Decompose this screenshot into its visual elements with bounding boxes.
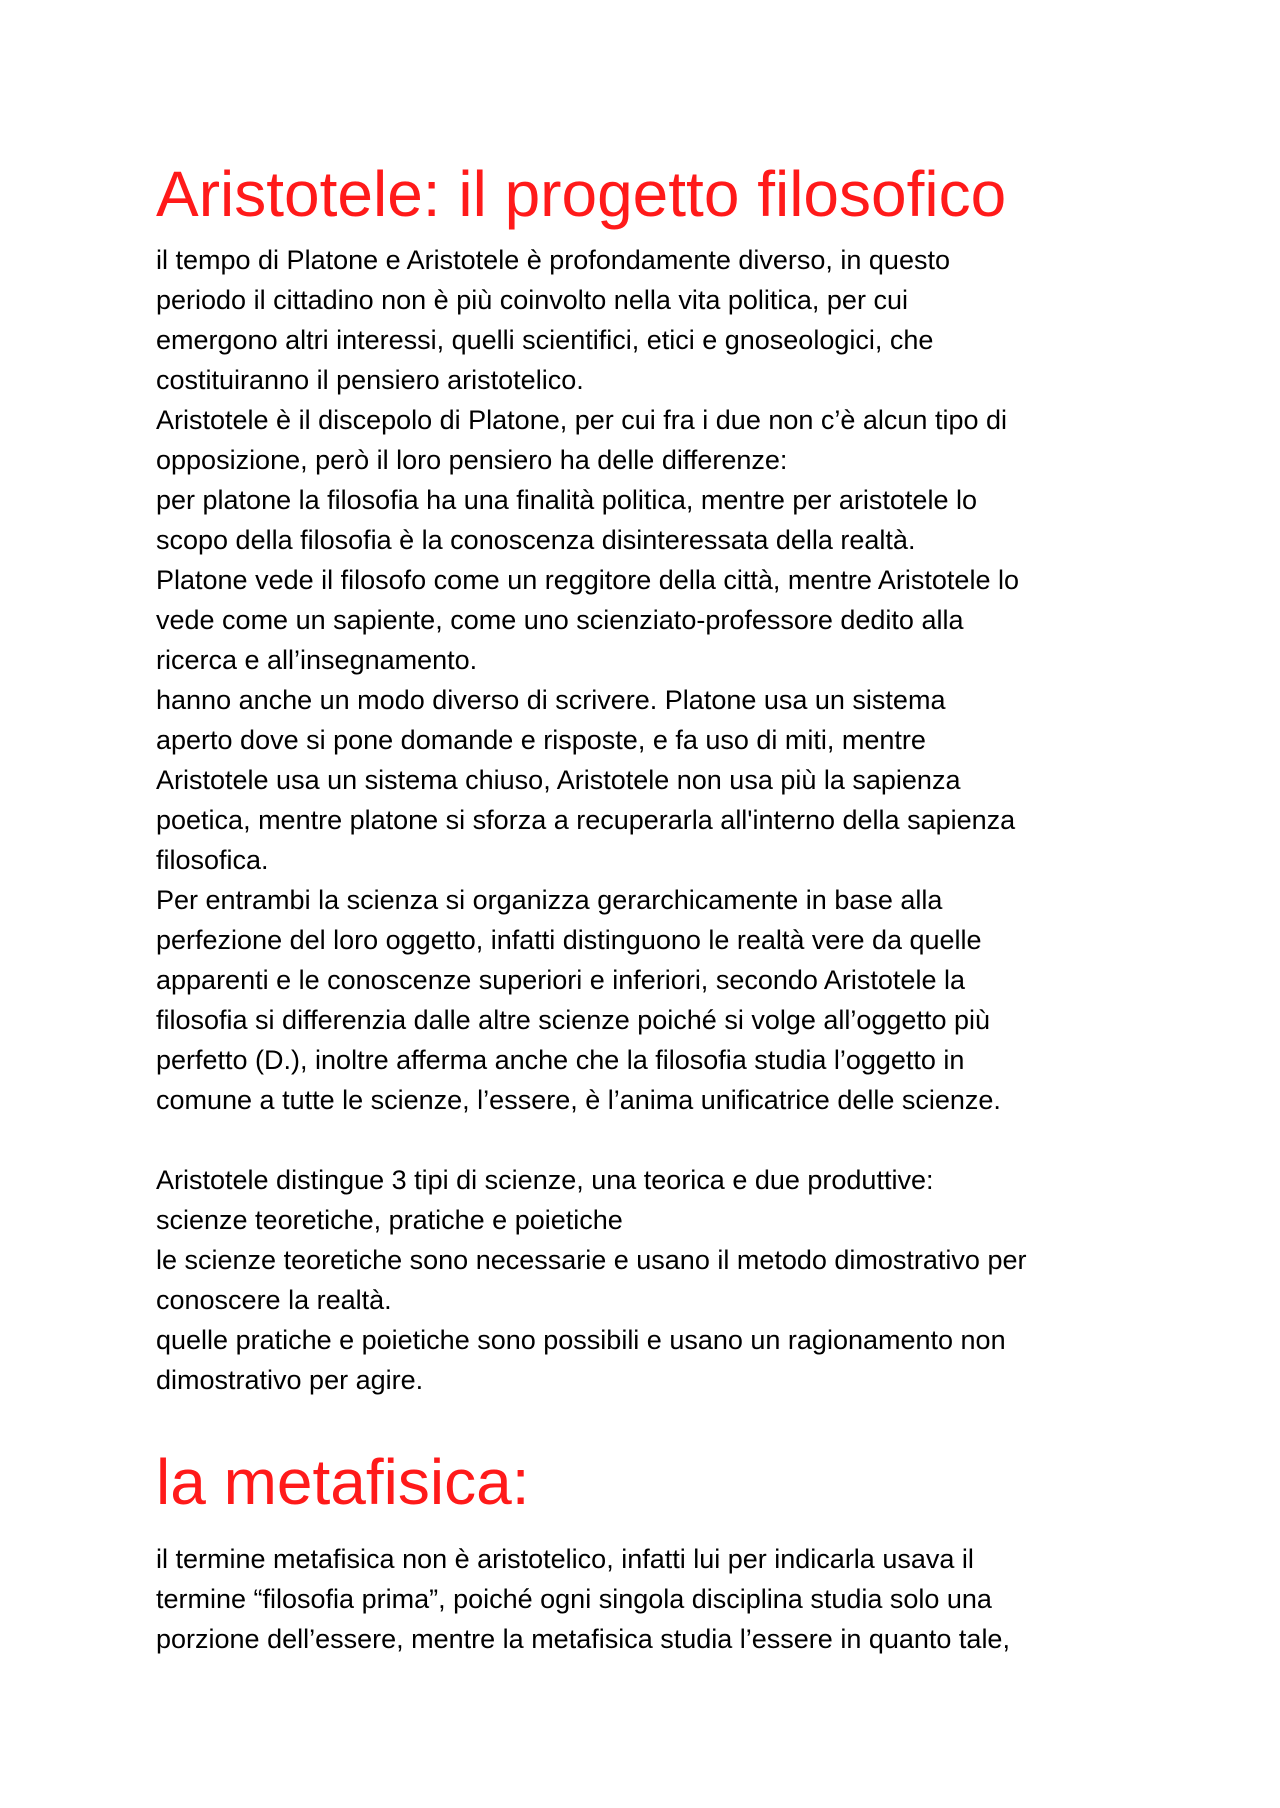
text-line: Platone vede il filosofo come un reggitore della città, mentre Aristotele lo xyxy=(156,565,1019,595)
section-body-metafisica xyxy=(156,1539,1156,1659)
text-line: il tempo di Platone e Aristotele è profondamente diverso, in questo xyxy=(156,245,950,275)
text-line: aperto dove si pone domande e risposte, e fa uso di miti, mentre xyxy=(156,725,926,755)
text-line: perfetto (D.), inoltre afferma anche che la filosofia studia l’oggetto in xyxy=(156,1045,965,1075)
text-line: le scienze teoretiche sono necessarie e usano il metodo dimostrativo per xyxy=(156,1245,1027,1275)
text-line: porzione dell’essere, mentre la metafisica studia l’essere in quanto tale, xyxy=(156,1624,1010,1654)
text-line: hanno anche un modo diverso di scrivere. Platone usa un sistema xyxy=(156,685,946,715)
text-line: quelle pratiche e poietiche sono possibili e usano un ragionamento non xyxy=(156,1325,1006,1355)
text-line: comune a tutte le scienze, l’essere, è l’anima unificatrice delle scienze. xyxy=(156,1085,1001,1115)
text-line: Per entrambi la scienza si organizza gerarchicamente in base alla xyxy=(156,885,943,915)
text-line: dimostrativo per agire. xyxy=(156,1365,424,1395)
paragraph-gap xyxy=(156,1120,1156,1160)
text-line: Aristotele è il discepolo di Platone, per cui fra i due non c’è alcun tipo di xyxy=(156,405,1008,435)
text-line: emergono altri interessi, quelli scientifici, etici e gnoseologici, che xyxy=(156,325,934,355)
text-line: perfezione del loro oggetto, infatti distinguono le realtà vere da quelle xyxy=(156,925,982,955)
text-line: apparenti e le conoscenze superiori e inferiori, secondo Aristotele la xyxy=(156,965,965,995)
section-body-aristotele xyxy=(156,240,1156,1400)
text-line: termine “filosofia prima”, poiché ogni singola disciplina studia solo una xyxy=(156,1584,992,1614)
section-title-metafisica: la metafisica: xyxy=(156,1446,530,1518)
text-line: conoscere la realtà. xyxy=(156,1285,392,1315)
text-line: per platone la filosofia ha una finalità politica, mentre per aristotele lo xyxy=(156,485,977,515)
text-line: Aristotele usa un sistema chiuso, Aristotele non usa più la sapienza xyxy=(156,765,961,795)
text-line: ricerca e all’insegnamento. xyxy=(156,645,478,675)
text-line: opposizione, però il loro pensiero ha delle differenze: xyxy=(156,445,788,475)
text-line: poetica, mentre platone si sforza a recuperarla all'interno della sapienza xyxy=(156,805,1016,835)
text-line: il termine metafisica non è aristotelico, infatti lui per indicarla usava il xyxy=(156,1544,974,1574)
text-line: filosofica. xyxy=(156,845,269,875)
section-title-aristotele: Aristotele: il progetto filosofico xyxy=(156,158,1007,230)
text-line: costituiranno il pensiero aristotelico. xyxy=(156,365,584,395)
text-line: filosofia si differenzia dalle altre scienze poiché si volge all’oggetto più xyxy=(156,1005,990,1035)
text-line: Aristotele distingue 3 tipi di scienze, una teorica e due produttive: xyxy=(156,1165,934,1195)
text-line: scienze teoretiche, pratiche e poietiche xyxy=(156,1205,623,1235)
text-line: periodo il cittadino non è più coinvolto nella vita politica, per cui xyxy=(156,285,908,315)
text-line: scopo della filosofia è la conoscenza disinteressata della realtà. xyxy=(156,525,916,555)
text-line: vede come un sapiente, come uno scienziato-professore dedito alla xyxy=(156,605,964,635)
